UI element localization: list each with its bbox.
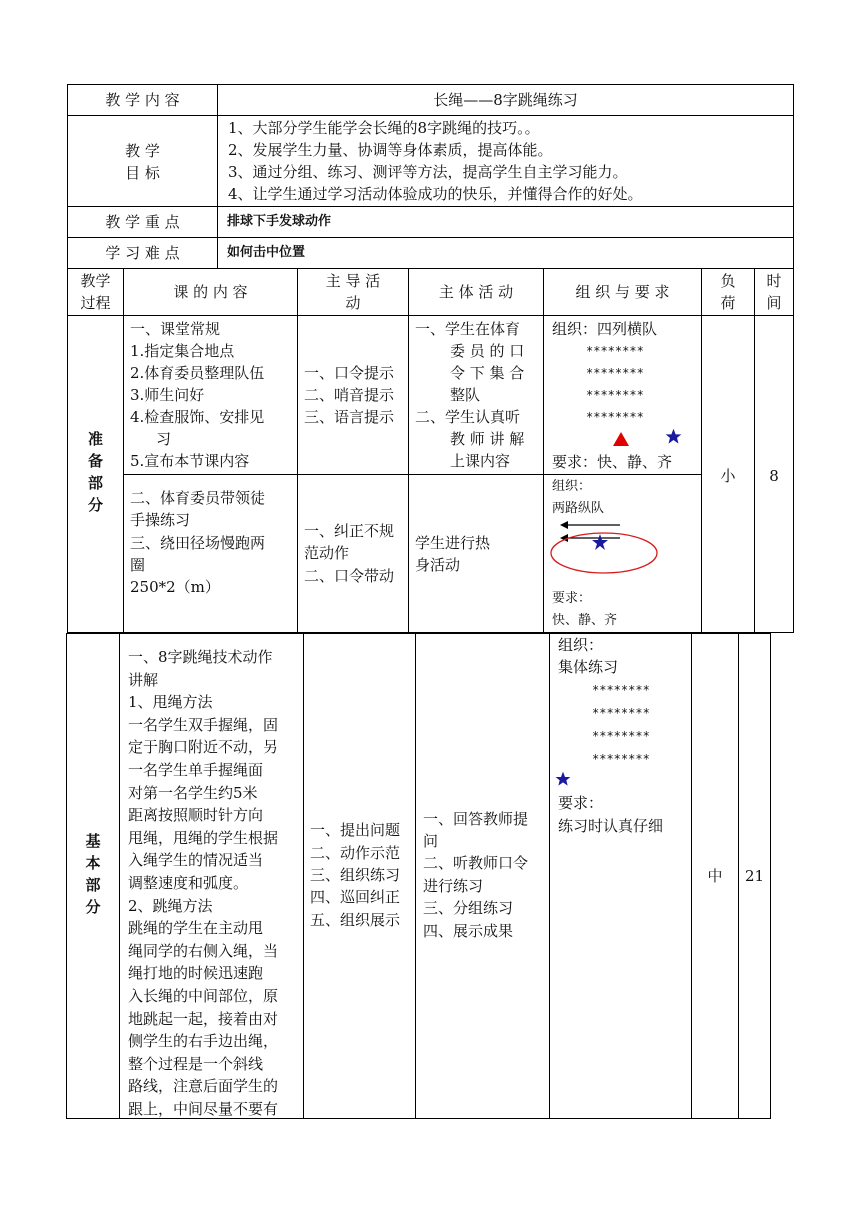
difficulty-label: 学 习 难 点 [105,244,180,262]
col-load: 负 [720,272,736,290]
basic-time: 21 [744,867,765,885]
formation-diagram [548,516,660,580]
prep-lead-line: 范动作 [304,544,350,562]
key-value: 排球下手发球动作 [227,214,332,229]
prep-main-line: 身活动 [415,556,461,574]
basic-section-label: 分 [85,898,101,916]
prep-lead-line: 一、口令提示 [304,364,395,382]
prep-lead-line: 二、口令带动 [304,567,395,585]
basic-section-label: 本 [85,854,101,872]
table-border [123,268,124,633]
table-border [67,206,794,207]
basic-content-line: 一名学生单手握绳面 [128,761,264,779]
table-border [793,84,794,633]
table-border [543,268,544,633]
student-star-icon [665,428,682,445]
col-time: 时 [766,272,782,290]
formation-row: ******** [586,388,644,402]
prep-content-line: 2.体育委员整理队伍 [130,364,265,382]
formation-row: ******** [592,706,650,720]
basic-content-line: 整个过程是一个斜线 [128,1055,264,1073]
prep-section-label: 分 [87,496,103,514]
formation-row: ******** [586,410,644,424]
goals-label: 教 学 [125,142,160,160]
prep-content-line: 手操练习 [130,511,191,529]
content-value: 长绳——8字跳绳练习 [433,91,578,109]
basic-org-title: 组织： [558,636,604,654]
basic-lead-line: 一、提出问题 [310,821,401,839]
teacher-star-icon [555,771,571,787]
prep-content-line: 一、课堂常规 [130,320,221,338]
difficulty-value: 如何击中位置 [227,245,306,260]
prep-org-title: 组织：四列横队 [552,320,658,338]
prep-content-line: 5.宣布本节课内容 [130,452,250,470]
formation-row: ******** [586,366,644,380]
content-label: 教 学 内 容 [105,91,180,109]
formation-row: ******** [592,683,650,697]
basic-lead-line: 三、组织练习 [310,866,401,884]
teacher-triangle-icon [613,432,629,446]
col-time: 间 [766,294,782,312]
table-border [66,633,771,634]
prep-lead-line: 一、纠正不规 [304,522,395,540]
prep-main-line: 整队 [450,386,481,404]
prep-content-line: 习 [156,430,172,448]
table-border [119,633,120,1119]
prep-org-require: 要求：快、静、齐 [552,453,673,471]
basic-content-line: 定于胸口附近不动，另 [128,738,279,756]
col-main: 主 体 活 动 [438,283,514,301]
prep-main-line: 委 员 的 口 [450,342,525,360]
prep-org-title: 组织： [552,479,592,494]
table-border [415,633,416,1119]
col-load: 荷 [720,294,736,312]
prep-content-line: 圈 [130,556,146,574]
table-border [701,268,702,633]
basic-main-line: 进行练习 [423,877,484,895]
basic-section-label: 基 [85,832,101,850]
table-border [123,474,702,475]
formation-row: ******** [592,752,650,766]
table-border [67,315,794,316]
table-border [754,268,755,633]
basic-lead-line: 四、巡回纠正 [310,888,401,906]
key-label: 教 学 重 点 [105,213,180,231]
prep-section-label: 部 [87,474,103,492]
basic-content-line: 跳绳的学生在主动甩 [128,919,264,937]
formation-row: ******** [586,344,644,358]
prep-main-line: 一、学生在体育 [415,320,521,338]
basic-content-line: 一名学生双手握绳，固 [128,716,279,734]
prep-content-line: 1.指定集合地点 [130,342,235,360]
goal-item: 2、发展学生力量、协调等身体素质，提高体能。 [228,141,553,159]
basic-content-line: 绳同学的右侧入绳，当 [128,942,279,960]
goals-label: 目 标 [125,164,160,182]
goal-item: 1、大部分学生能学会长绳的8字跳绳的技巧。。 [228,119,540,137]
prep-content-line: 4.检查服饰、安排见 [130,408,265,426]
prep-content-line: 250*2（m） [130,578,220,596]
prep-main-line: 令 下 集 合 [450,364,525,382]
prep-org-require: 要求： [552,591,592,606]
table-border [303,633,304,1119]
prep-section-label: 准 [87,430,103,448]
basic-main-line: 四、展示成果 [423,922,514,940]
basic-org-sub: 集体练习 [558,658,619,676]
prep-section-label: 备 [87,452,103,470]
table-border [217,84,218,268]
table-border [67,237,794,238]
basic-content-line: 讲解 [128,671,159,689]
prep-main-line: 教 师 讲 解 [450,430,525,448]
col-org: 组 织 与 要 求 [575,283,670,301]
col-process: 过程 [80,294,111,312]
goal-item: 3、通过分组、练习、测评等方法，提高学生自主学习能力。 [228,163,628,181]
basic-lead-line: 二、动作示范 [310,844,401,862]
basic-org-require: 要求： [558,794,604,812]
basic-content-line: 绳打地的时候迅速跑 [128,964,264,982]
basic-content-line: 甩绳，甩绳的学生根据 [128,829,279,847]
table-border [67,84,794,85]
basic-content-line: 入绳学生的情况适当 [128,851,264,869]
prep-main-line: 上课内容 [450,452,511,470]
basic-content-line: 距离按照顺时针方向 [128,806,264,824]
basic-content-line: 地跳起一起，接着由对 [128,1010,279,1028]
basic-section-label: 部 [85,876,101,894]
basic-lead-line: 五、组织展示 [310,911,401,929]
prep-org-sub: 两路纵队 [552,501,605,516]
table-border [408,268,409,633]
prep-main-line: 学生进行热 [415,534,491,552]
basic-main-line: 二、听教师口令 [423,854,529,872]
prep-lead-line: 二、哨音提示 [304,386,395,404]
prep-content-line: 二、体育委员带领徒 [130,489,266,507]
goal-item: 4、让学生通过学习活动体验成功的快乐，并懂得合作的好处。 [228,185,643,203]
prep-org-require: 快、静、齐 [552,613,618,628]
basic-load: 中 [707,867,723,885]
col-lead: 主 导 活 [325,272,381,290]
prep-content-line: 3.师生问好 [130,386,205,404]
formation-row: ******** [592,729,650,743]
basic-main-line: 问 [423,832,439,850]
table-border [297,268,298,633]
table-border [770,633,771,1119]
basic-content-line: 对第一名学生约5米 [128,784,258,802]
prep-main-line: 二、学生认真听 [415,408,521,426]
col-process: 教学 [80,272,111,290]
basic-content-line: 2、跳绳方法 [128,897,213,915]
basic-content-line: 入长绳的中间部位，原 [128,987,279,1005]
table-border [549,633,550,1119]
basic-content-line: 侧学生的右手边出绳， [128,1032,279,1050]
basic-content-line: 一、8字跳绳技术动作 [128,648,273,666]
prep-content-line: 三、绕田径场慢跑两 [130,534,266,552]
prep-time: 8 [769,467,779,485]
basic-main-line: 三、分组练习 [423,899,514,917]
basic-content-line: 调整速度和弧度。 [128,874,249,892]
col-lead: 动 [345,294,361,312]
basic-content-line: 跟上，中间尽量不要有 [128,1100,279,1118]
basic-content-line: 1、甩绳方法 [128,693,213,711]
basic-main-line: 一、回答教师提 [423,810,529,828]
table-border [67,268,794,269]
table-border [67,115,794,116]
col-content: 课 的 内 容 [173,283,248,301]
basic-content-line: 路线，注意后面学生的 [128,1077,279,1095]
basic-org-require: 练习时认真仔细 [558,817,664,835]
prep-lead-line: 三、语言提示 [304,408,395,426]
prep-load: 小 [720,467,736,485]
